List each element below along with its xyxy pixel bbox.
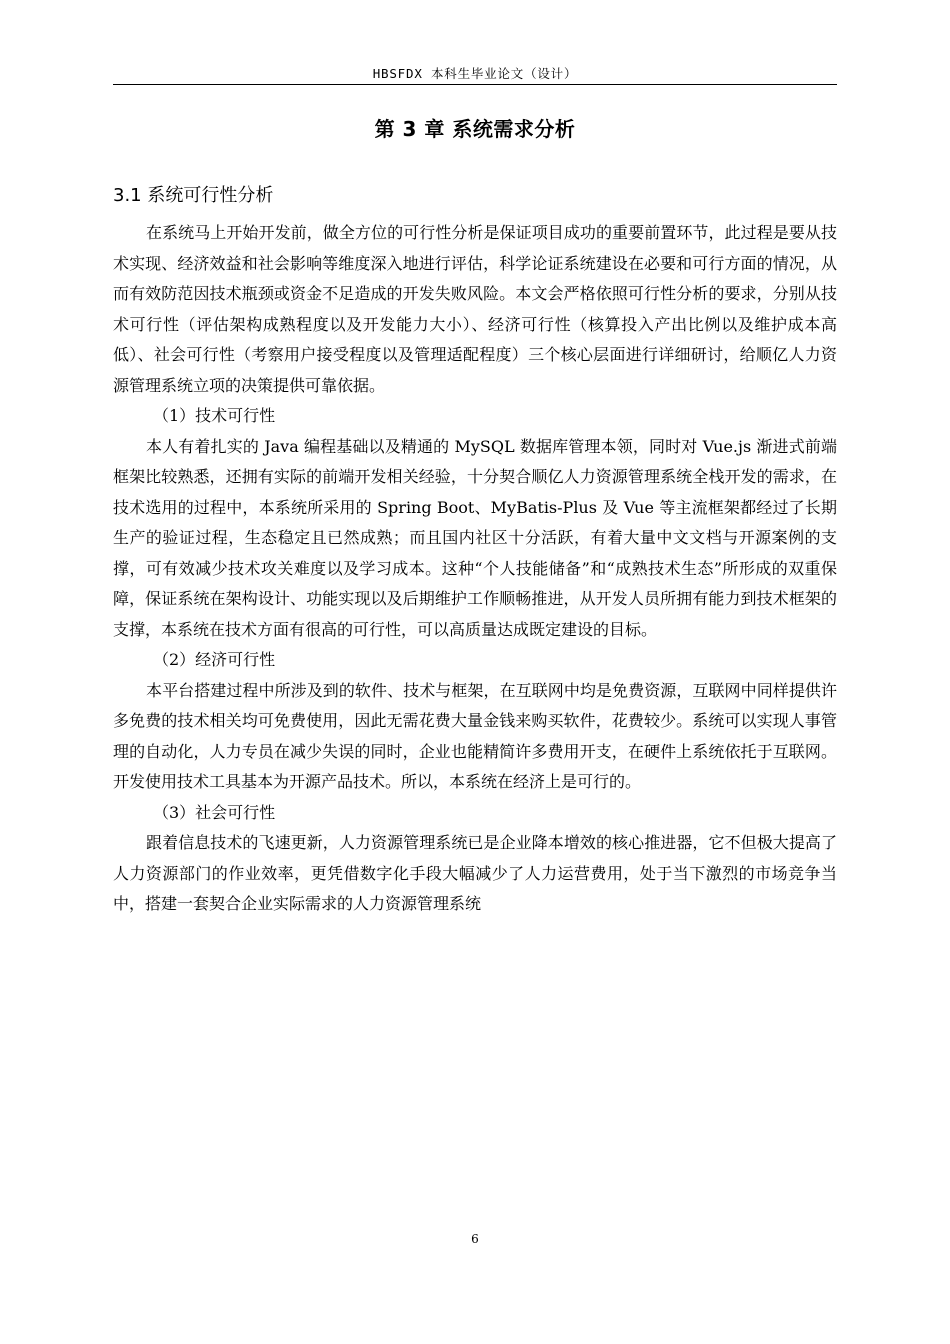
- running-header: HBSFDX 本科生毕业论文（设计）: [372, 66, 578, 81]
- subheading-social-feasibility: （3）社会可行性: [153, 802, 276, 822]
- chapter-title: 第 3 章 系统需求分析: [374, 117, 576, 141]
- paragraph-social-feasibility: 跟着信息技术的飞速更新，人力资源管理系统已是企业降本增效的核心推进器，它不但极大提高了人力资源部门的作业效率，更凭借数字化手段大幅减少了人力运营费用，处于当下激烈的市场竞争当中，搭建一套契合企业实际需求的人力资源管理系统: [113, 833, 837, 913]
- page-number: 6: [471, 1232, 479, 1246]
- header-rule: [113, 84, 837, 85]
- section-title: 3.1 系统可行性分析: [113, 185, 274, 206]
- paragraph-technical-feasibility: 本人有着扎实的 Java 编程基础以及精通的 MySQL 数据库管理本领，同时对 Vue.js 渐进式前端框架比较熟悉，还拥有实际的前端开发相关经验，十分契合顺亿人力资源管理系统全栈开发的需求，在技术选用的过程中，本系统所采用的 Spring Boot、MyBatis-Plus 及 Vue 等主流框架都经过了长期生产的验证过程，生态稳定且已然成熟；而且国内社区十分活跃，有着大量中文文档与开源案例的支撑，可有效减少技术攻关难度以及学习成本。这种“个人技能储备”和“成熟技术生态”所形成的双重保障，保证系统在架构设计、功能实现以及后期维护工作顺畅推进，从开发人员所拥有能力到技术框架的支撑，本系统在技术方面有很高的可行性，可以高质量达成既定建设的目标。: [113, 436, 837, 639]
- paragraph-intro: 在系统马上开始开发前，做全方位的可行性分析是保证项目成功的重要前置环节，此过程是要从技术实现、经济效益和社会影响等维度深入地进行评估，科学论证系统建设在必要和可行方面的情况，从而有效防范因技术瓶颈或资金不足造成的开发失败风险。本文会严格依照可行性分析的要求，分别从技术可行性（评估架构成熟程度以及开发能力大小）、经济可行性（核算投入产出比例以及维护成本高低）、社会可行性（考察用户接受程度以及管理适配程度）三个核心层面进行详细研讨，给顺亿人力资源管理系统立项的决策提供可靠依据。: [113, 223, 837, 395]
- body-text: [113, 218, 837, 920]
- paragraph-economic-feasibility: 本平台搭建过程中所涉及到的软件、技术与框架，在互联网中均是免费资源，互联网中同样提供许多免费的技术相关均可免费使用，因此无需花费大量金钱来购买软件，花费较少。系统可以实现人事管理的自动化，人力专员在减少失误的同时，企业也能精简许多费用开支，在硬件上系统依托于互联网。开发使用技术工具基本为开源产品技术。所以，本系统在经济上是可行的。: [113, 680, 837, 791]
- subheading-technical-feasibility: （1）技术可行性: [153, 406, 276, 425]
- subheading-economic-feasibility: （2）经济可行性: [153, 650, 276, 669]
